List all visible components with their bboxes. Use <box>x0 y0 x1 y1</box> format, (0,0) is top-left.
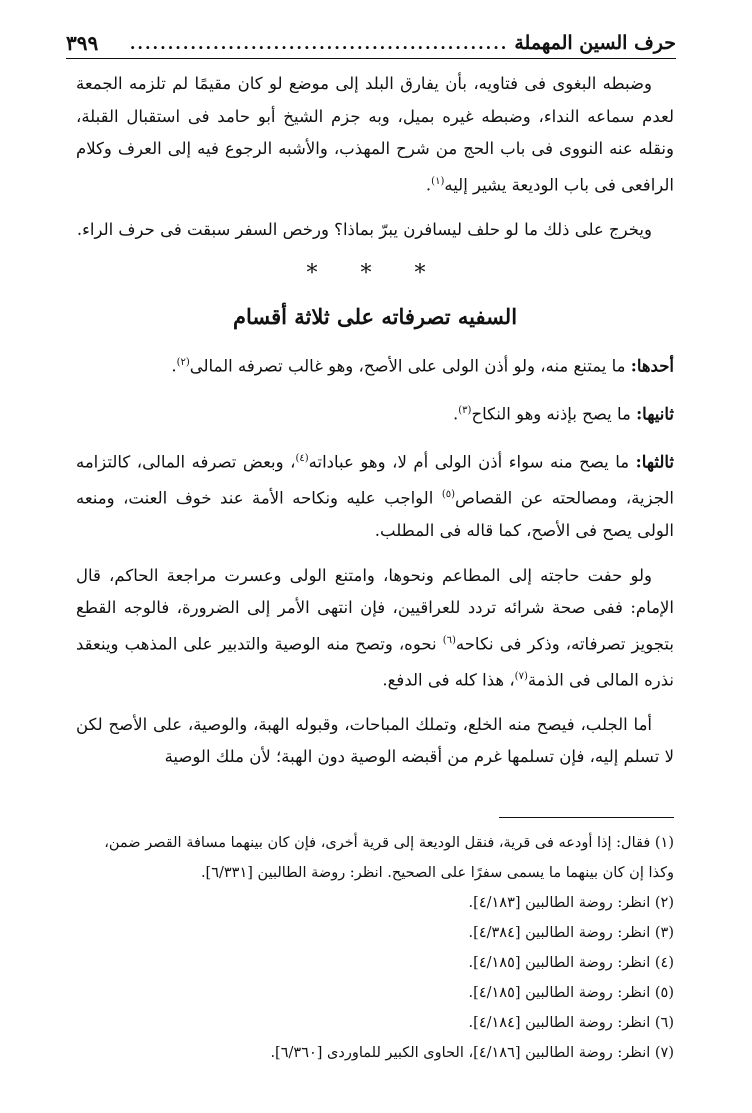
paragraph-necessity-c: ، هذا كله فى الدفع. <box>382 670 515 689</box>
page-number: ٣٩٩ <box>66 31 99 55</box>
footnote-4: (٤) انظر: روضة الطالبين [٤/١٨٥]. <box>468 955 674 971</box>
division-second: ثانيها: ما يصح بإذنه وهو النكاح$^{(٣)}$. <box>453 404 674 424</box>
footnote-separator <box>499 817 674 818</box>
chapter-title: حرف السين المهملة <box>514 32 676 54</box>
footnote-ref-2: (٢) <box>176 357 190 368</box>
division-first-text: ما يمتنع منه، ولو أذن الولى على الأصح، وهو غالب تصرفه المالى <box>189 356 631 376</box>
division-first-lead: أحدها: <box>630 356 674 376</box>
paragraph-text: وضبطه البغوى فى فتاويه، بأن يفارق البلد إلى موضع لو كان مقيمًا لم تلزمه الجمعة لعدم سماعه النداء، وضبطه غيره بميل، وبه جزم الشيخ أبو حامد فى استقبال القبلة، ونقله عنه النووى فى باب الحج من شرح المهذب، والأشبه الرجوع فيه إلى العرف وكلام الرافعى فى باب الوديعة يشير إليه <box>76 74 674 194</box>
footnote-ref-6: (٦) <box>442 634 456 646</box>
footnote-ref-4: (٤) <box>295 453 309 464</box>
footnote-6: (٦) انظر: روضة الطالبين [٤/١٨٤]. <box>468 1015 674 1031</box>
footnote-2: (٢) انظر: روضة الطالبين [٤/١٨٣]. <box>468 895 674 911</box>
section-divider: * * * <box>306 261 444 286</box>
main-text <box>76 68 674 786</box>
division-third-lead: ثالثها: <box>635 452 674 472</box>
division-third-text-b: ، وبعض تصرفه المالى، كالتزامه الجزية، ومصالحته عن القصاص <box>76 452 674 508</box>
header-dot-leader: .................................................. <box>129 33 509 53</box>
footnotes <box>76 828 674 1068</box>
footnote-7: (٧) انظر: روضة الطالبين [٤/١٨٦]، الحاوى الكبير للماوردى [٦/٣٦٠]. <box>270 1045 674 1061</box>
paragraph-necessity-b: نحوه، وتصح منه الوصية والتدبير على المذهب وينعقد نذره المالى فى الذمة <box>76 634 674 689</box>
paragraph-acquisition: أما الجلب، فيصح منه الخلع، وتملك المباحات، وقبوله الهبة، والوصية، على الأصح لكن لا تسلم إليه، فإن تسلمها غرم من أقبضه الوصية دون الهبة؛ لأن ملك الوصية <box>76 714 674 766</box>
section-heading: السفيه تصرفاته على ثلاثة أقسام <box>232 303 518 329</box>
paragraph-necessity <box>76 560 674 697</box>
paragraph-end: . <box>425 175 432 194</box>
footnote-ref-3: (٣) <box>458 405 472 416</box>
footnote-3: (٣) انظر: روضة الطالبين [٤/٣٨٤]. <box>468 925 674 941</box>
paragraph-oath: ويخرج على ذلك ما لو حلف ليسافرن يبرّ بماذا؟ ورخص السفر سبقت فى حرف الراء. <box>76 219 652 239</box>
footnote-ref-1: (١) <box>431 175 445 187</box>
footnote-1: (١) فقال: إذا أودعه فى قرية، فنقل الوديعة إلى قرية أخرى، فإن كان بينهما مسافة القصر ضمن، وكذا إن كان بينهما ما يسمى سفرًا على الصحيح. انظر: روضة الطالبين [٦/٣٣١]. <box>104 835 674 881</box>
footnote-ref-7: (٧) <box>514 670 528 682</box>
division-second-lead: ثانيها: <box>636 404 674 424</box>
division-second-text: ما يصح بإذنه وهو النكاح <box>471 404 637 424</box>
division-first: أحدها: ما يمتنع منه، ولو أذن الولى على الأصح، وهو غالب تصرفه المالى$^{(٢)}$. <box>171 356 674 376</box>
footnote-ref-5: (٥) <box>441 489 456 500</box>
running-header <box>66 28 676 59</box>
division-third <box>76 443 674 548</box>
paragraph-travel-definition <box>76 68 674 202</box>
paragraph-necessity-a: ولو حفت حاجته إلى المطاعم ونحوها، وامتنع الولى وعسرت مراجعة الحاكم، قال الإمام: ففى صحة شرائه تردد للعراقيين، فإن انتهى الأمر إلى الضرورة، فالوجه القطع بتجويز تصرفاته، وذكر فى نكاحه <box>76 565 674 653</box>
footnote-5: (٥) انظر: روضة الطالبين [٤/١٨٥]. <box>468 985 674 1001</box>
division-third-text-a: ما يصح منه سواء أذن الولى أم لا، وهو عباداته <box>308 452 636 472</box>
division-third-text-c: الواجب عليه ونكاحه الأمة عند خوف العنت، ومنعه الولى يصح فى الأصح، كما قاله فى المطلب. <box>76 488 674 540</box>
